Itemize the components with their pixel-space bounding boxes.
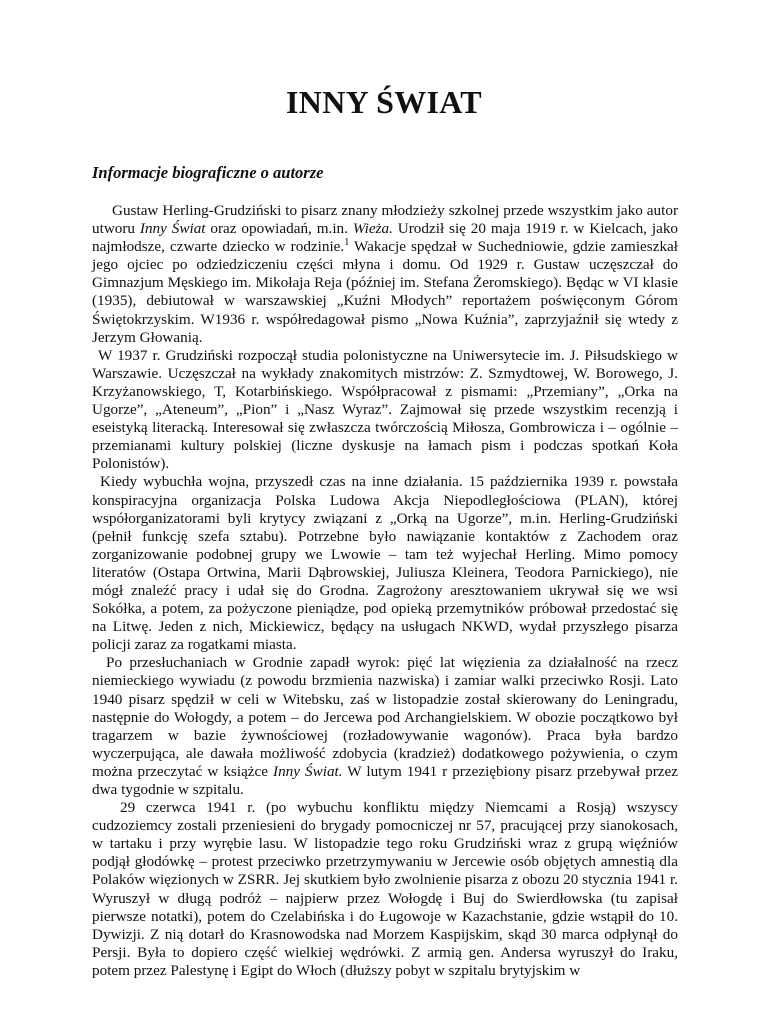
body-text <box>92 202 678 980</box>
paragraph-1-part-c: oraz opowiadań, m.in. <box>205 220 353 238</box>
footnote-marker: 1 <box>344 237 350 249</box>
book-title-inny-swiat: Inny Świat <box>139 220 206 238</box>
paragraph-4-part-a: Po przesłuchaniach w Grodnie zapadł wyrok: pięć lat więzienia za działalność na rzecz niemieckiego wywiadu (z powodu brzmienia nazwiska) i zamiar walki przeciwko Rosji. Lato 1940 pisarz spędził w celi w Witebsku, zaś w listopadzie został skierowany do Leningradu, następnie do Wołogdy, a potem – do Jercewa pod Archangielskiem. W obozie początkowo był tragarzem w bazie żywnościowej (rozładowywanie wagonów). Praca była bardzo wyczerpująca, ale dawała możliwość zdobycia (kradzież) dodatkowego pożywienia, o czym można przeczytać w książce <box>92 654 678 780</box>
story-title-wieza: Wieża. <box>352 220 393 238</box>
paragraph-4 <box>92 654 678 799</box>
paragraph-1-part-f: Wakacje spędzał w Suchedniowie, gdzie zamieszkał jego ojciec po odziedziczeniu części młyna i domu. Od 1929 r. Gustaw uczęszczał do Gimnazjum Męskiego im. Mikołaja Reja (później im. Stefana Żeromskiego). Będąc w VI klasie (1935), debiutował w warszawskiej „Kuźni Młodych” reportażem poświęconym Górom Świętokrzyskim. W1936 r. współredagował pismo „Nowa Kuźnia”, zaprzyjaźnił się wtedy z Jerzym Głowanią. <box>92 238 679 346</box>
paragraph-3: Kiedy wybuchła wojna, przyszedł czas na inne działania. 15 października 1939 r. powstała konspiracyjna organizacja Polska Ludowa Akcja Niepodległościowa (PLAN), której współorganizatorami byli krytycy związani z „Orką na Ugorze”, m.in. Herling-Grudziński (pełnił funkcję szefa sztabu). Potrzebne było nawiązanie kontaktów z Zachodem oraz zorganizowanie podobnej grupy we Lwowie – tam też wyjechał Herling. Mimo pomocy literatów (Ostapa Ortwina, Marii Dąbrowskiej, Juliusza Kleinera, Teodora Parnickiego), nie mógł znaleźć pracy i udał się do Grodna. Zagrożony aresztowaniem ukrywał się we wsi Sokółka, a potem, za pożyczone pieniądze, pod opieką przemytników próbował przedostać się na Litwę. Jeden z nich, Mickiewicz, będący na usługach NKWD, wydał przyszłego pisarza policji zaraz za rogatkami miasta. <box>92 473 678 654</box>
paragraph-1-part-a: Gustaw Herling-Grudziński to pisarz znany młodzieży szkolnej przede wszystkim jako autor utworu <box>92 202 678 238</box>
section-heading: Informacje biograficzne o autorze <box>92 163 324 182</box>
paragraph-4-part-c: W lutym 1941 r przeziębiony pisarz przebywał przez dwa tygodnie w szpitalu. <box>92 762 678 798</box>
paragraph-1-part-e: Urodził się 20 maja 1919 r. w Kielcach, jako najmłodsze, czwarte dziecko w rodzinie. <box>92 220 679 256</box>
book-title-inny-swiat-2: Inny Świat. <box>273 762 343 780</box>
paragraph-1 <box>92 202 678 347</box>
page-title: INNY ŚWIAT <box>286 84 482 120</box>
paragraph-5: 29 czerwca 1941 r. (po wybuchu konfliktu między Niemcami a Rosją) wszyscy cudzoziemcy zostali przeniesieni do brygady pomocniczej nr 57, pracującej przy sianokosach, w tartaku i przy wyrębie lasu. W listopadzie tego roku Grudziński wraz z grupą więźniów podjął głodówkę – protest przeciwko przetrzymywaniu w Jercewie osób objętych amnestią dla Polaków więzionych w ZSRR. Jej skutkiem było zwolnienie pisarza z obozu 20 stycznia 1941 r. Wyruszył w długą podróż – najpierw przez Wołogdę i Buj do Swierdłowska (tu zapisał pierwsze notatki), potem do Czelabińska i do Ługowoje w Kazachstanie, gdzie wstąpił do 10. Dywizji. Z nią dotarł do Krasnowodska nad Morzem Kaspijskim, skąd 30 marca odpłynął do Persji. Była to dopiero część wielkiej wędrówki. Z armią gen. Andersa wyruszył do Iraku, potem przez Palestynę i Egipt do Włoch (dłuższy pobyt w szpitalu brytyjskim w <box>92 799 678 979</box>
paragraph-2: W 1937 r. Grudziński rozpoczął studia polonistyczne na Uniwersytecie im. J. Piłsudskiego w Warszawie. Uczęszczał na wykłady znakomitych mistrzów: Z. Szmydtowej, W. Borowego, J. Krzyżanowskiego, T, Kotarbińskiego. Współpracował z pismami: „Przemiany”, „Orka na Ugorze”, „Ateneum”, „Pion” i „Nasz Wyraz”. Zajmował się przede wszystkim recenzją i eseistyką literacką. Interesował się zwłaszcza twórczością Miłosza, Gombrowicza i – ogólnie – przemianami kultury polskiej (liczne dyskusje na łamach pism i podczas spotkań Koła Polonistów). <box>92 346 678 473</box>
